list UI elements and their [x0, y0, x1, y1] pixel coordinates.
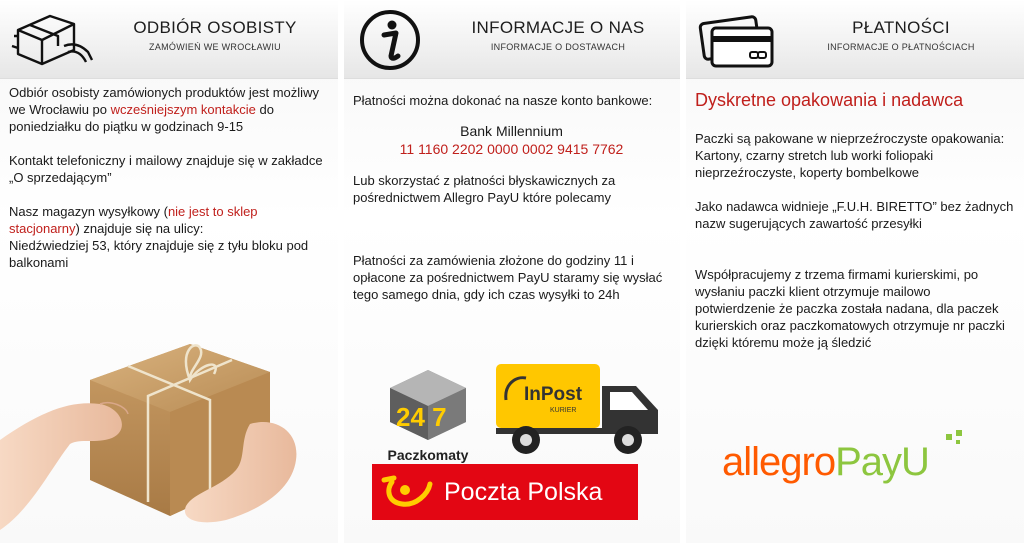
about-text — [353, 92, 670, 303]
poczta-polska-text: Poczta Polska — [444, 477, 603, 506]
pickup-title: ODBIÓR OSOBISTY — [133, 18, 297, 37]
pickup-header — [0, 0, 338, 79]
text: Nasz magazyn wysyłkowy ( — [9, 204, 168, 219]
discreet-heading: Dyskretne opakowania i nadawca — [695, 90, 964, 110]
paczkomaty-logo — [382, 368, 474, 464]
text: ) znajduje się na ulicy: — [75, 221, 204, 236]
sender-paragraph: Jako nadawca widnieje „F.U.H. BIRETTO” bez żadnych nazw sugerujących zawartość przesyłki — [695, 199, 1014, 231]
bank-intro: Płatności można dokonać na nasze konto bankowe: — [353, 93, 653, 108]
about-subtitle: INFORMACJE O DOSTAWACH — [490, 42, 626, 52]
payu-text: PayU — [835, 440, 929, 484]
paczkomaty-label: Paczkomaty — [387, 447, 469, 463]
credit-card-icon — [696, 6, 780, 72]
same-day-paragraph: Płatności za zamówienia złożone do godziny 11 i opłacone za pośrednictwem PayU staramy się wysłać tego samego dnia, gdy ich czas wysyłki to 24h — [353, 253, 663, 302]
payu-paragraph: Lub skorzystać z płatności błyskawicznych za pośrednictwem Allegro PayU które polecamy — [353, 173, 616, 205]
pickup-text — [9, 84, 328, 271]
couriers-paragraph: Współpracujemy z trzema firmami kurierskimi, po wysłaniu paczki klient otrzymuje mailowo potwierdzenie że paczka została nadana, dla paczek kurierskich oraz paczkomatowych otrzymuje nr paczki dzięki któremu może ją śledzić — [695, 267, 1005, 350]
about-title: INFORMACJE O NAS — [471, 18, 645, 37]
box-hands-icon — [10, 6, 94, 72]
about-header — [344, 0, 680, 79]
inpost-truck-logo — [494, 360, 674, 460]
text: do poniedziałku do piątku w godzinach 9-15 — [9, 102, 274, 134]
packaging-paragraph: Paczki są pakowane w nieprzeźroczyste opakowania: — [695, 131, 1005, 146]
bank-name: Bank Millennium — [460, 123, 563, 139]
payments-title: PŁATNOŚCI — [852, 18, 950, 37]
not-store-highlight: nie jest to sklep stacjonarny — [9, 204, 258, 236]
payments-header — [686, 0, 1024, 79]
contact-paragraph: Kontakt telefoniczny i mailowy znajduje się w zakładce „O sprzedającym” — [9, 153, 323, 185]
parcel-in-hands-image — [0, 320, 338, 543]
pickup-paragraph — [9, 84, 328, 135]
contact-highlight: wcześniejszym kontakcie — [110, 102, 256, 117]
packaging-types: Kartony, czarny stretch lub worki foliopaki nieprzeźroczyste, koperty bombelkowe — [695, 148, 934, 180]
about-column — [344, 0, 680, 543]
warehouse-paragraph — [9, 203, 328, 237]
inpost-text: InPost — [524, 384, 583, 405]
payments-column — [686, 0, 1024, 543]
text: Odbiór osobisty zamówionych produktów jest możliwy we Wrocławiu po — [9, 85, 319, 117]
locker-number-text: 24 7 — [396, 402, 447, 432]
address-paragraph: Niedźwiedziej 53, który znajduje się z tyłu bloku pod balkonami — [9, 238, 309, 270]
payments-subtitle: INFORMACJE O PŁATNOŚCIACH — [827, 42, 975, 52]
payu-dots-icon — [944, 428, 968, 452]
bank-account-number: 11 1160 2202 0000 0002 9415 7762 — [399, 141, 624, 157]
kurier-text: KURIER — [550, 407, 577, 414]
info-icon — [354, 6, 438, 72]
pickup-column — [0, 0, 338, 543]
allegro-text: allegro — [722, 440, 836, 484]
poczta-polska-logo — [372, 464, 638, 520]
pickup-subtitle: ZAMÓWIEŃ WE WROCŁAWIU — [149, 42, 281, 52]
locker-cube-icon — [382, 368, 474, 440]
posthorn-icon — [372, 468, 444, 516]
payments-text — [695, 92, 1014, 351]
allegro-payu-logo — [722, 440, 929, 485]
